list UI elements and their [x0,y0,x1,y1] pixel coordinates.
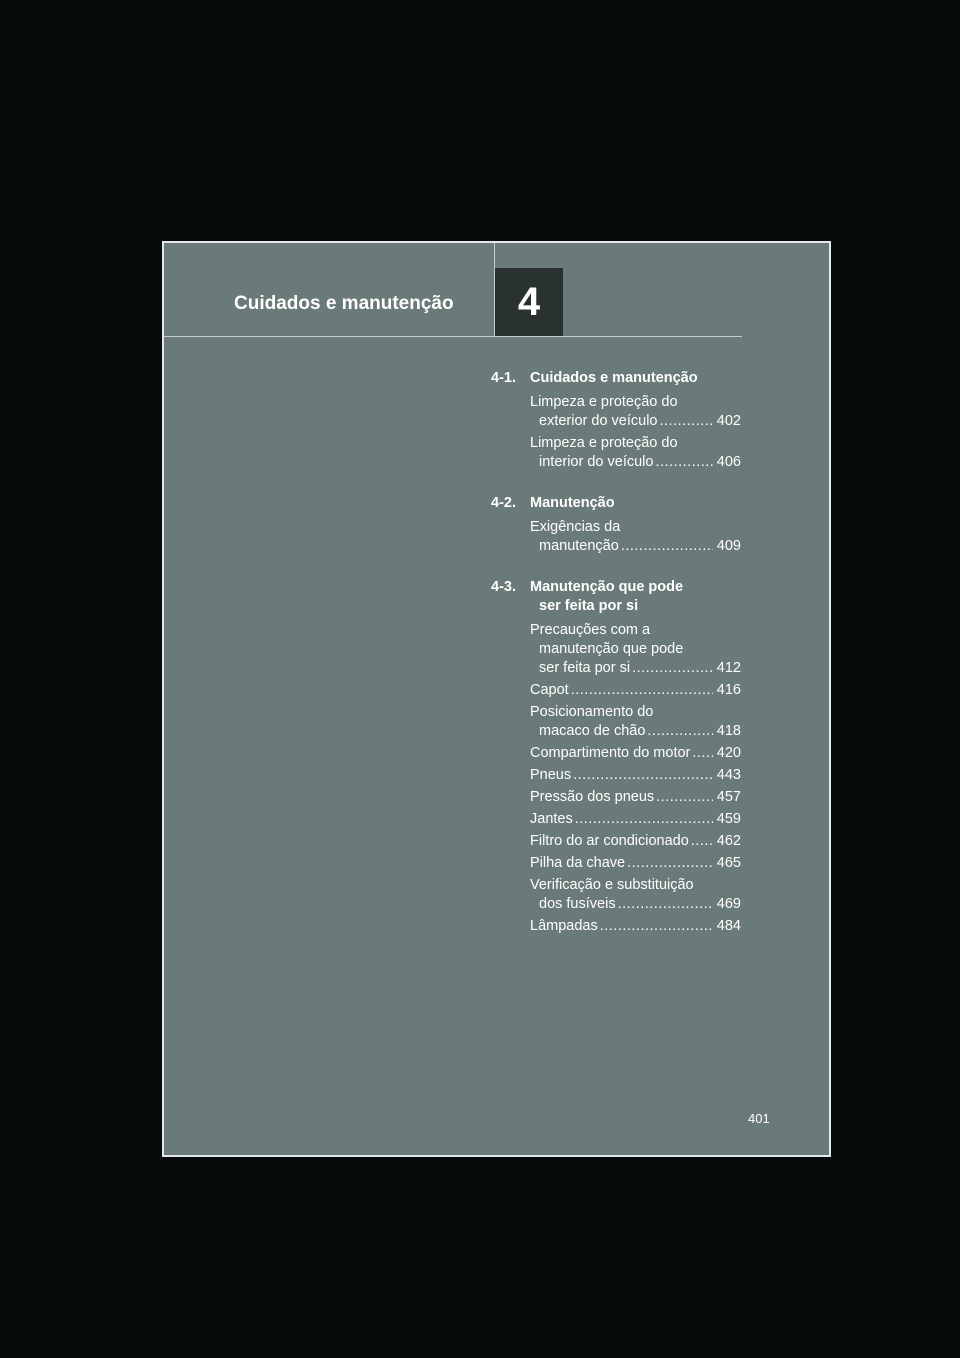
section-title-line: ser feita por si [539,598,639,614]
toc-entry[interactable] [530,876,741,914]
toc-page-number: 420 [716,745,741,761]
toc-entry-text: manutenção que pode [539,641,684,657]
toc-entry-line [530,393,741,412]
toc-entry[interactable] [530,518,741,556]
section-heading[interactable] [491,494,741,513]
toc-page-number: 409 [716,538,741,554]
toc-entry-text: Filtro do ar condicionado [530,833,689,849]
dot-leader [571,681,713,700]
toc-entry-text: dos fusíveis [539,896,616,912]
toc-entry[interactable] [530,766,741,785]
dot-leader [647,722,712,741]
toc-entry-line [530,537,741,556]
section-title-line: Manutenção [530,495,615,511]
toc-page-number: 443 [716,767,741,783]
toc-entry-text: Precauções com a [530,622,651,638]
toc-entry-line [530,640,741,659]
toc-entry-text: manutenção [539,538,619,554]
table-of-contents [491,369,741,958]
toc-entry-text: Verificação e substituição [530,877,694,893]
toc-section [491,578,741,936]
toc-entry[interactable] [530,788,741,807]
toc-entry-line [530,681,741,700]
toc-entry-text: Limpeza e proteção do [530,394,678,410]
toc-entry-text: Capot [530,682,569,698]
toc-entry-line [530,895,741,914]
toc-page-number: 484 [716,918,741,934]
header-rule [164,336,742,337]
toc-entry-line [530,434,741,453]
toc-entry[interactable] [530,393,741,431]
section-heading[interactable] [491,578,741,616]
toc-entry-text: Posicionamento do [530,704,654,720]
dot-leader [655,453,712,472]
dot-leader [621,537,713,556]
toc-page-number: 416 [716,682,741,698]
toc-page-number: 406 [716,454,741,470]
dot-leader [573,766,713,785]
toc-entry-line [530,453,741,472]
section-heading[interactable] [491,369,741,388]
toc-page-number: 465 [716,855,741,871]
toc-page-number: 402 [716,413,741,429]
toc-entry[interactable] [530,744,741,763]
dot-leader [618,895,713,914]
toc-entry-line [530,917,741,936]
section-number: 4-1. [491,370,516,386]
section-title-line: Manutenção que pode [530,579,684,595]
toc-entry-line [530,621,741,640]
toc-entry-line [530,518,741,537]
toc-entry-text: Pneus [530,767,572,783]
toc-entry-text: interior do veículo [539,454,654,470]
section-title [530,578,741,616]
toc-entry-text: Limpeza e proteção do [530,435,678,451]
section-number: 4-3. [491,579,516,595]
toc-entry-line [530,703,741,722]
toc-entry-text: Jantes [530,811,573,827]
toc-entry-line [530,744,741,763]
toc-entry-line [530,854,741,873]
toc-page-number: 459 [716,811,741,827]
section-title-line: Cuidados e manutenção [530,370,698,386]
toc-page-number: 457 [716,789,741,805]
page-number: 401 [748,1111,770,1126]
toc-entry[interactable] [530,810,741,829]
toc-entry-text: Pilha da chave [530,855,626,871]
toc-entry[interactable] [530,621,741,678]
section-number: 4-2. [491,495,516,511]
section-title [530,494,741,513]
toc-entry-line [530,766,741,785]
toc-entry-line [530,832,741,851]
toc-entry-line [530,412,741,431]
dot-leader [575,810,713,829]
toc-entry[interactable] [530,681,741,700]
dot-leader [692,744,712,763]
toc-entry-line [530,788,741,807]
toc-entry-text: macaco de chão [539,723,646,739]
section-title [530,369,741,388]
toc-section [491,369,741,472]
toc-entry-line [530,722,741,741]
toc-entry-line [530,659,741,678]
toc-entry[interactable] [530,703,741,741]
toc-entry-text: exterior do veículo [539,413,658,429]
toc-entry-line [530,876,741,895]
toc-entry[interactable] [530,832,741,851]
toc-entry[interactable] [530,854,741,873]
toc-page-number: 462 [716,833,741,849]
toc-entry-text: Exigências da [530,519,621,535]
dot-leader [632,659,713,678]
chapter-number-tab: 4 [495,268,563,336]
toc-entry-text: ser feita por si [539,660,631,676]
dot-leader [659,412,712,431]
toc-entry-text: Pressão dos pneus [530,789,655,805]
toc-entry-text: Lâmpadas [530,918,598,934]
dot-leader [600,917,713,936]
toc-entry[interactable] [530,917,741,936]
dot-leader [691,832,713,851]
toc-page-number: 418 [716,723,741,739]
dot-leader [656,788,713,807]
toc-entry-text: Compartimento do motor [530,745,691,761]
dot-leader [627,854,713,873]
chapter-title: Cuidados e manutenção [234,293,454,314]
manual-page [162,241,831,1157]
toc-page-number: 469 [716,896,741,912]
toc-entry-line [530,810,741,829]
toc-entry[interactable] [530,434,741,472]
toc-section [491,494,741,556]
toc-page-number: 412 [716,660,741,676]
